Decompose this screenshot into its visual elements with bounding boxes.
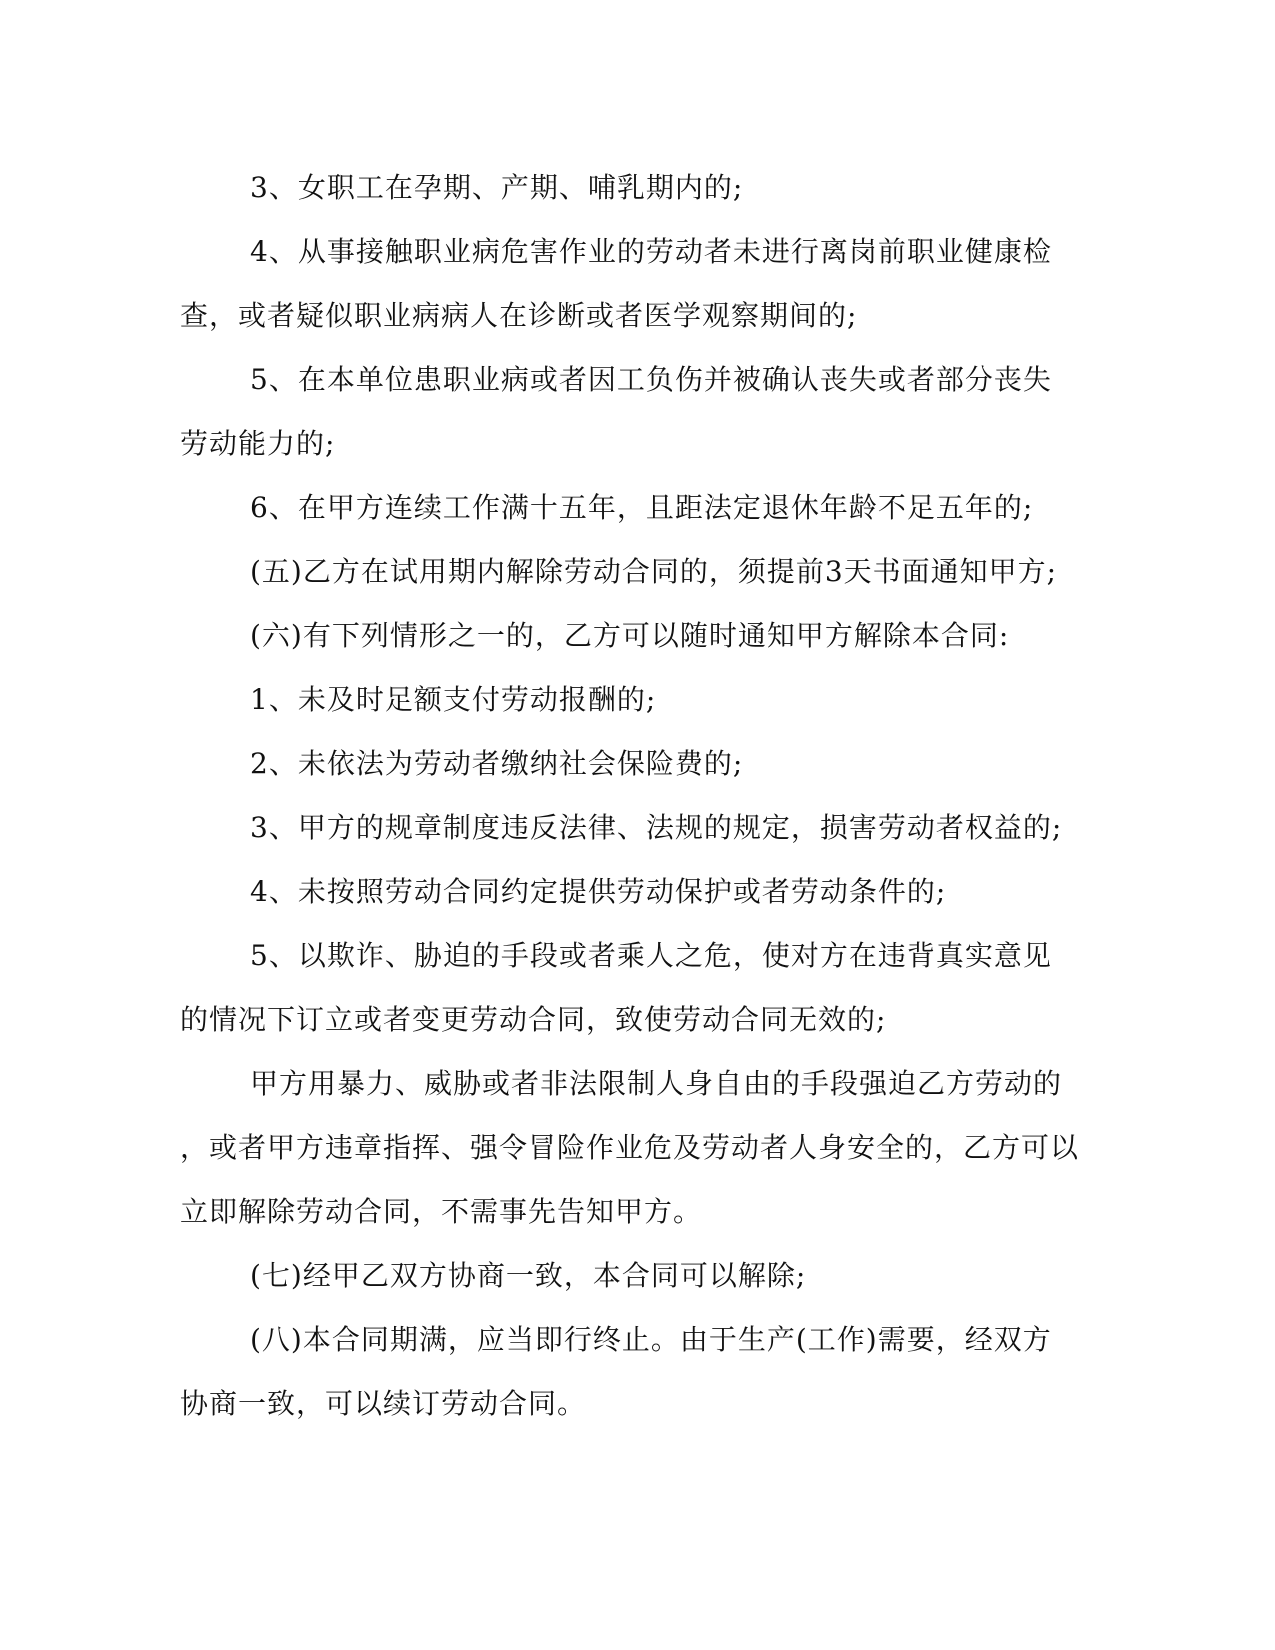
paragraph-line: 甲方用暴力、威胁或者非法限制人身自由的手段强迫乙方劳动的 [250, 1067, 1063, 1100]
paragraph-line: 5、在本单位患职业病或者因工负伤并被确认丧失或者部分丧失 [250, 363, 1052, 396]
paragraph-line: 劳动能力的; [180, 427, 336, 460]
paragraph-line: (五)乙方在试用期内解除劳动合同的，须提前3天书面通知甲方; [250, 555, 1058, 588]
paragraph-line: (八)本合同期满，应当即行终止。由于生产(工作)需要，经双方 [250, 1323, 1052, 1356]
paragraph-line: 2、未依法为劳动者缴纳社会保险费的; [250, 747, 744, 780]
paragraph-line: 5、以欺诈、胁迫的手段或者乘人之危，使对方在违背真实意见 [250, 939, 1052, 972]
paragraph-line: 4、未按照劳动合同约定提供劳动保护或者劳动条件的; [250, 875, 947, 908]
paragraph-line: 查，或者疑似职业病病人在诊断或者医学观察期间的; [180, 299, 858, 332]
paragraph-line: (七)经甲乙双方协商一致，本合同可以解除; [250, 1259, 807, 1292]
paragraph-line: 3、甲方的规章制度违反法律、法规的规定，损害劳动者权益的; [250, 811, 1063, 844]
paragraph-line: 协商一致，可以续订劳动合同。 [180, 1387, 587, 1420]
paragraph-line: 1、未及时足额支付劳动报酬的; [250, 683, 657, 716]
paragraph-line: 6、在甲方连续工作满十五年，且距法定退休年龄不足五年的; [250, 491, 1034, 524]
document-body [180, 156, 1100, 1436]
paragraph-line: ，或者甲方违章指挥、强令冒险作业危及劳动者人身安全的，乙方可以 [180, 1131, 1080, 1164]
paragraph-line: 4、从事接触职业病危害作业的劳动者未进行离岗前职业健康检 [250, 235, 1052, 268]
paragraph-line: (六)有下列情形之一的，乙方可以随时通知甲方解除本合同: [250, 619, 1010, 652]
paragraph-line: 立即解除劳动合同，不需事先告知甲方。 [180, 1195, 703, 1228]
paragraph-line: 的情况下订立或者变更劳动合同，致使劳动合同无效的; [180, 1003, 887, 1036]
paragraph-line: 3、女职工在孕期、产期、哺乳期内的; [250, 171, 744, 204]
